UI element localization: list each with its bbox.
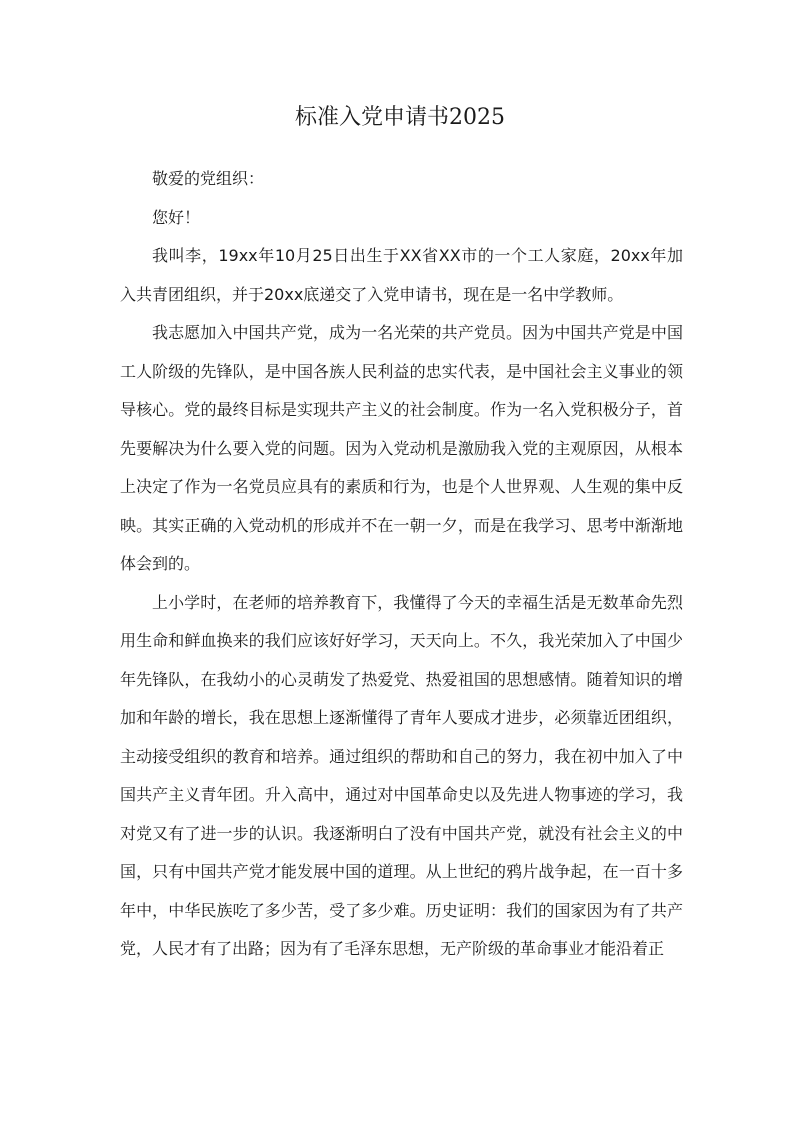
- paragraph-motivation: 我志愿加入中国共产党，成为一名光荣的共产党员。因为中国共产党是中国工人阶级的先锋队，是中国各族人民利益的忠实代表，是中国社会主义事业的领导核心。党的最终目标是实现共产主义的社会制度。作为一名入党积极分子，首先要解决为什么要入党的问题。因为入党动机是激励我入党的主观原因，从根本上决定了作为一名党员应具有的素质和行为，也是个人世界观、人生观的集中反映。其实正确的入党动机的形成并不在一朝一夕，而是在我学习、思考中渐渐地体会到的。: [120, 323, 683, 573]
- document-body: [120, 160, 683, 969]
- paragraph-intro: 我叫李，19xx年10月25日出生于XX省XX市的一个工人家庭，20xx年加入共青团组织，并于20xx底递交了入党申请书，现在是一名中学教师。: [120, 246, 683, 304]
- paragraph-history: 上小学时，在老师的培养教育下，我懂得了今天的幸福生活是无数革命先烈用生命和鲜血换来的我们应该好好学习，天天向上。不久，我光荣加入了中国少年先锋队，在我幼小的心灵萌发了热爱党、热爱祖国的思想感情。随着知识的增加和年龄的增长，我在思想上逐渐懂得了青年人要成才进步，必须靠近团组织，主动接受组织的教育和培养。通过组织的帮助和自己的努力，我在初中加入了中国共产主义青年团。升入高中，通过对中国革命史以及先进人物事迹的学习，我对党又有了进一步的认识。我逐渐明白了没有中国共产党，就没有社会主义的中国，只有中国共产党才能发展中国的道理。从上世纪的鸦片战争起，在一百十多年中，中华民族吃了多少苦，受了多少难。历史证明：我们的国家因为有了共产党，人民才有了出路；因为有了毛泽东思想，无产阶级的革命事业才能沿着正: [120, 592, 683, 958]
- greeting: 您好！: [152, 207, 201, 227]
- document-title: 标准入党申请书2025: [295, 105, 505, 130]
- salutation: 敬爱的党组织：: [152, 169, 265, 188]
